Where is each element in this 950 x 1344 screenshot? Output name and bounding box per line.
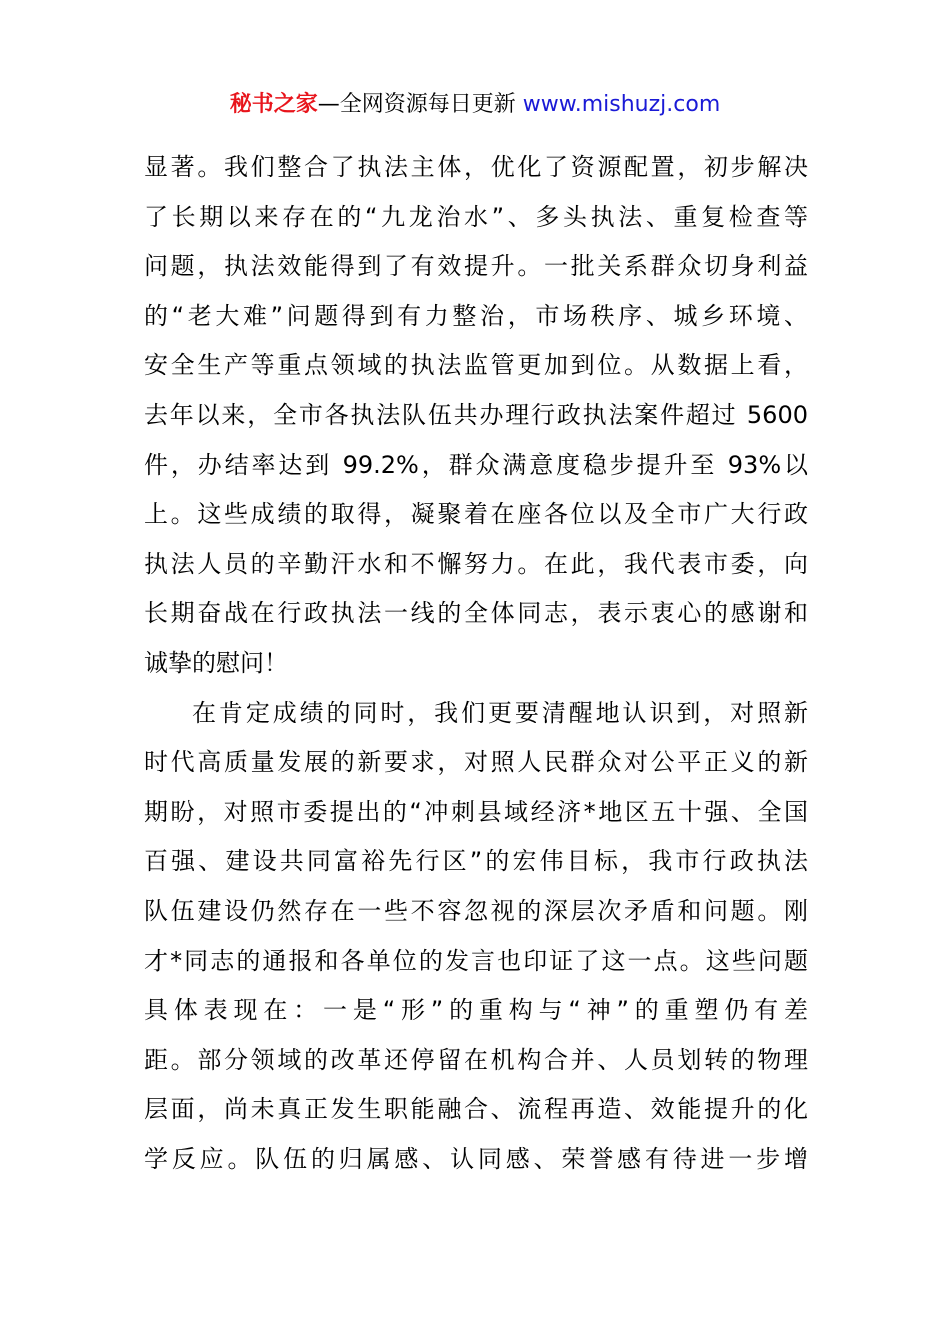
text-line: 在肯定成绩的同时，我们更要清醒地认识到，对照新 — [192, 698, 808, 727]
paragraph-2 — [144, 689, 808, 1185]
text-line: 安全生产等重点领域的执法监管更加到位。从数据上看， — [144, 351, 808, 380]
text-line: 了长期以来存在的“九龙治水”、多头执法、重复检查等 — [144, 202, 808, 231]
text-line: 显著。我们整合了执法主体，优化了资源配置，初步解决 — [144, 153, 808, 181]
text-line: 问题，执法效能得到了有效提升。一批关系群众切身利益 — [144, 252, 808, 281]
text-line: 长期奋战在行政执法一线的全体同志，表示衷心的感谢和 — [144, 599, 808, 628]
text-line: 层面，尚未真正发生职能融合、流程再造、效能提升的化 — [144, 1095, 808, 1124]
text-line: 学反应。队伍的归属感、认同感、荣誉感有待进一步增 — [144, 1144, 808, 1173]
text-line: 时代高质量发展的新要求，对照人民群众对公平正义的新 — [144, 748, 808, 777]
text-line: 件，办结率达到 99.2%，群众满意度稳步提升至 93%以 — [144, 450, 808, 479]
text-line: 上。这些成绩的取得，凝聚着在座各位以及全市广大行政 — [144, 500, 808, 529]
brand-name: 秘书之家 — [229, 92, 318, 117]
paragraph-1 — [144, 143, 808, 689]
text-line: 队伍建设仍然存在一些不容忽视的深层次矛盾和问题。刚 — [144, 896, 808, 925]
text-line: 百强、建设共同富裕先行区”的宏伟目标，我市行政执法 — [144, 847, 808, 876]
document-body — [144, 143, 808, 1184]
text-line: 执法人员的辛勤汗水和不懈努力。在此，我代表市委，向 — [144, 549, 808, 578]
header-tagline: —全网资源每日更新 — [317, 92, 523, 117]
text-line: 期盼，对照市委提出的“冲刺县域经济*地区五十强、全国 — [144, 797, 808, 826]
text-line: 距。部分领域的改革还停留在机构合并、人员划转的物理 — [144, 1045, 808, 1074]
text-line: 去年以来，全市各执法队伍共办理行政执法案件超过 5600 — [144, 400, 808, 429]
site-url-link[interactable]: www.mishuzj.com — [522, 92, 721, 117]
text-line: 的“老大难”问题得到有力整治，市场秩序、城乡环境、 — [144, 301, 808, 330]
text-line: 才*同志的通报和各单位的发言也印证了这一点。这些问题 — [144, 946, 808, 975]
page-header — [0, 88, 950, 122]
text-line: 诚挚的慰问！ — [144, 648, 288, 677]
text-line: 具体表现在：一是“形”的重构与“神”的重塑仍有差 — [144, 996, 808, 1025]
